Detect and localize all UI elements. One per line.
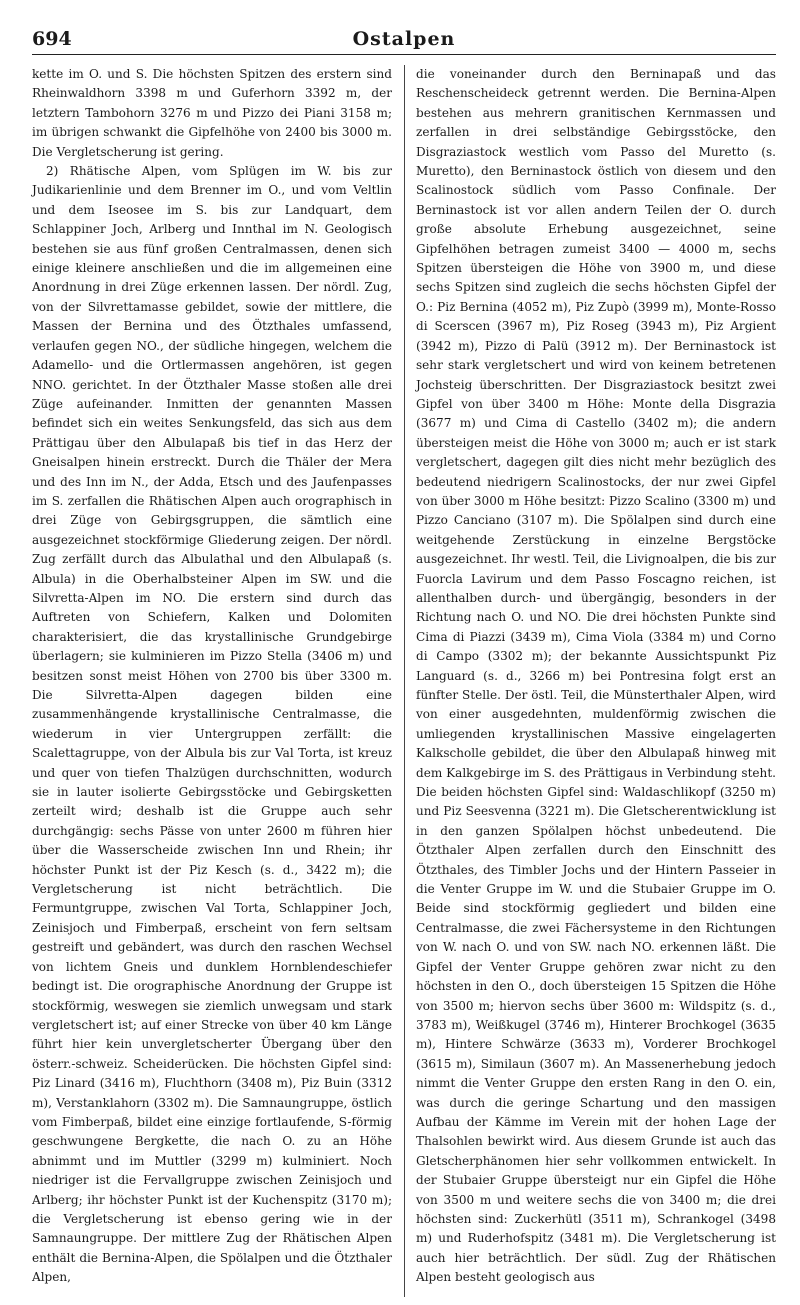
running-title: Ostalpen [352,28,456,50]
text-columns [32,65,776,1297]
right-paragraph: die voneinander durch den Berninapaß und das Reschenscheideck getrennt werden. Die Bernina-Alpen bestehen aus mehrern granitischen Kernmassen und zerfallen in drei selbständige Gebirgsstöcke, den Disgraziastock westlich vom Passo del Muretto (s. Muretto), den Berninastock östlich von diesem und den Scalinostock südlich vom Passo Confinale. Der Berninastock ist vor allen andern Teilen der O. durch große absolute Erhebung ausgezeichnet, seine Gipfelhöhen betragen zumeist 3400 — 4000 m, sechs Spitzen übersteigen die Höhe von 3900 m, und diese sechs Spitzen sind zugleich die sechs höchsten Gipfel der O.: Piz Bernina (4052 m), Piz Zupò (3999 m), Monte-Rosso di Scerscen (3967 m), Piz Roseg (3943 m), Piz Argient (3942 m), Pizzo di Palü (3912 m). Der Berninastock ist sehr stark vergletschert und wird von keinem betretenen Jochsteig überschritten. Der Disgraziastock besitzt zwei Gipfel von über 3400 m Höhe: Monte della Disgrazia (3677 m) und Cima di Castello (3402 m); die andern übersteigen meist die Höhe von 3000 m; auch er ist stark vergletschert, dagegen gilt dies nicht mehr bezüglich des bedeutend niedrigern Scalinostocks, der nur zwei Gipfel von über 3000 m Höhe besitzt: Pizzo Scalino (3300 m) und Pizzo Canciano (3107 m). Die Spölalpen sind durch eine weitgehende Zerstückung in einzelne Bergstöcke ausgezeichnet. Ihr westl. Teil, die Livignoalpen, die bis zur Fuorcla Lavirum und dem Passo Foscagno reichen, ist allenthalben durch- und übergängig, besonders in der Richtung nach O. und NO. Die drei höchsten Punkte sind Cima di Piazzi (3439 m), Cima Viola (3384 m) und Corno di Campo (3302 m); der bekannte Aussichtspunkt Piz Languard (s. d., 3266 m) bei Pontresina folgt erst an fünfter Stelle. Der östl. Teil, die Münsterthaler Alpen, wird von einer ausgedehnten, muldenförmig zwischen die umliegenden krystallinischen Massive eingelagerten Kalkscholle gebildet, die über den Albulapaß hinweg mit dem Kalkgebirge im S. des Prättigaus in Verbindung steht. Die beiden höchsten Gipfel sind: Waldaschlikopf (3250 m) und Piz Seesvenna (3221 m). Die Gletscherentwicklung ist in den ganzen Spölalpen höchst unbedeutend. Die Ötzthaler Alpen zerfallen durch den Einschnitt des Ötzthales, des Timbler Jochs und der Hintern Passeier in die Venter Gruppe im W. und die Stubaier Gruppe im O. Beide sind stockförmig gegliedert und bilden eine Centralmasse, die zwei Fächersysteme in den Richtungen von W. nach O. und von SW. nach NO. erkennen läßt. Die Gipfel der Venter Gruppe gehören zwar nicht zu den höchsten in den O., doch übersteigen 15 Spitzen die Höhe von 3500 m; hiervon sechs über 3600 m: Wildspitz (s. d., 3783 m), Weißkugel (3746 m), Hinterer Brochkogel (3635 m), Hintere Schwärze (3633 m), Vorderer Brochkogel (3615 m), Similaun (3607 m). An Massenerhebung jedoch nimmt die Venter Gruppe den ersten Rang in den O. ein, was durch die geringe Schartung und den massigen Aufbau der Kämme im Verein mit der hohen Lage der Thalsohlen bewirkt wird. Aus diesem Grunde ist auch das Gletscherphänomen hier sehr vollkommen entwickelt. In der Stubaier Gruppe übersteigt nur ein Gipfel die Höhe von 3500 m und weitere sechs die von 3400 m; die drei höchsten sind: Zuckerhütl (3511 m), Schrankogel (3498 m) und Ruderhofspitz (3481 m). Die Vergletscherung ist auch hier beträchtlich. Der südl. Zug der Rhätischen Alpen besteht geologisch aus [416,67,776,1285]
left-paragraph-continuation: kette im O. und S. Die höchsten Spitzen des erstern sind Rheinwaldhorn 3398 m und Guferhorn 3392 m, der letztern Tambohorn 3276 m und Pizzo dei Piani 3158 m; im übrigen schwankt die Gipfelhöhe von 2400 bis 3000 m. Die Vergletscherung ist gering. [32,67,392,159]
page-header [32,20,776,55]
page-number: 694 [32,28,72,50]
column-divider [404,65,405,1297]
left-paragraph-rhaetische-alpen: 2) Rhätische Alpen, vom Splügen im W. bis zur Judikarienlinie und dem Brenner im O., und vom Veltlin und dem Iseosee im S. bis zur Landquart, dem Schlappiner Joch, Arlberg und Innthal im N. Geologisch bestehen sie aus fünf großen Centralmassen, denen sich einige kleinere anschließen und die im allgemeinen eine Anordnung in drei Züge erkennen lassen. Der nördl. Zug, von der Silvrettamasse gebildet, sowie der mittlere, die Massen der Bernina und des Ötzthales umfassend, verlaufen gegen NO., der südliche hingegen, welchem die Adamello- und die Ortlermassen angehören, ist gegen NNO. gerichtet. In der Ötzthaler Masse stoßen alle drei Züge aufeinander. Inmitten der genannten Massen befindet sich ein weites Senkungsfeld, das sich aus dem Prättigau über den Albulapaß bis tief in das Herz der Gneisalpen hinein erstreckt. Durch die Thäler der Mera und des Inn im N., der Adda, Etsch und des Jaufenpasses im S. zerfallen die Rhätischen Alpen auch orographisch in drei Züge von Gebirgsgruppen, die sämtlich eine ausgezeichnet stockförmige Gliederung zeigen. Der nördl. Zug zerfällt durch das Albulathal und den Albulapaß (s. Albula) in die Oberhalbsteiner Alpen im SW. und die Silvretta-Alpen im NO. Die erstern sind durch das Auftreten von Schiefern, Kalken und Dolomiten charakterisiert, die das krystallinische Grundgebirge überlagern; sie kulminieren im Pizzo Stella (3406 m) und besitzen sonst meist Höhen von 2700 bis über 3300 m. Die Silvretta-Alpen dagegen bilden eine zusammenhängende krystallinische Centralmasse, die wiederum in vier Untergruppen zerfällt: die Scalettagruppe, von der Albula bis zur Val Torta, ist kreuz und quer von tiefen Thalzügen durchschnitten, wodurch sie in lauter isolierte Gebirgsstöcke und Gebirgsketten zerteilt wird; deshalb ist die Gruppe auch sehr durchgängig: sechs Pässe von unter 2600 m führen hier über die Wasserscheide zwischen Inn und Rhein; ihr höchster Punkt ist der Piz Kesch (s. d., 3422 m); die Vergletscherung ist nicht beträchtlich. Die Fermuntgruppe, zwischen Val Torta, Schlappiner Joch, Zeinisjoch und Fimberpaß, erscheint von fern seltsam gestreift und gebändert, was durch den raschen Wechsel von lichtem Gneis und dunklem Hornblendeschiefer bedingt ist. Die orographische Anordnung der Gruppe ist stockförmig, weswegen sie ziemlich unwegsam und stark vergletschert ist; auf einer Strecke von über 40 km Länge führt hier kein unvergletscherter Übergang über den österr.-schweiz. Scheiderücken. Die höchsten Gipfel sind: Piz Linard (3416 m), Fluchthorn (3408 m), Piz Buin (3312 m), Verstanklahorn (3302 m). Die Samnaungruppe, östlich vom Fimberpaß, bildet eine einzige fortlaufende, S-förmig geschwungene Bergkette, die nach O. zu an Höhe abnimmt und im Muttler (3299 m) kulminiert. Noch niedriger ist die Fervallgruppe zwischen Zeinisjoch und Arlberg; ihr höchster Punkt ist der Kuchenspitz (3170 m); die Vergletscherung ist ebenso gering wie in der Samnaungruppe. Der mittlere Zug der Rhätischen Alpen enthält die Bernina-Alpen, die Spölalpen und die Ötzthaler Alpen, [32,164,392,1285]
right-column [416,65,776,1297]
left-column [32,65,392,1297]
